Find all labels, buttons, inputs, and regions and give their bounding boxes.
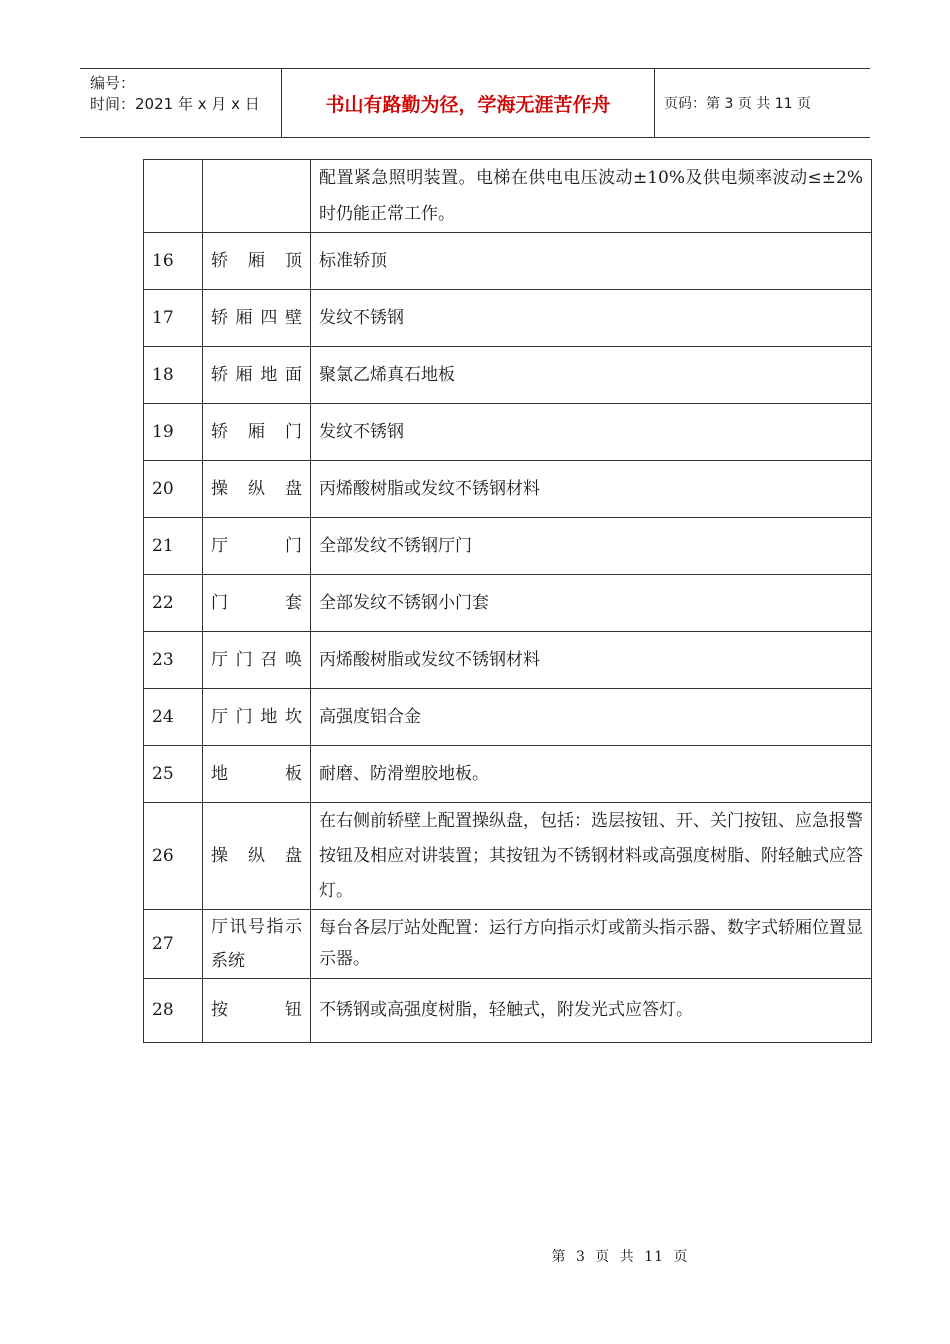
table-row [144, 979, 872, 1043]
row-number: 20 [144, 461, 203, 518]
row-item-name: 操纵盘 [203, 461, 311, 518]
row-number: 27 [144, 910, 203, 979]
row-number: 21 [144, 518, 203, 575]
row-item-name: 厅门地坎 [203, 689, 311, 746]
row-item-name: 按钮 [203, 979, 311, 1043]
row-item-name: 轿厢四壁 [203, 290, 311, 347]
row-number: 26 [144, 803, 203, 910]
table-row [144, 746, 872, 803]
table-row [144, 233, 872, 290]
header-meta [80, 69, 282, 137]
table-row [144, 632, 872, 689]
row-description: 发纹不锈钢 [311, 404, 872, 461]
row-description: 在右侧前轿壁上配置操纵盘，包括：选层按钮、开、关门按钮、应急报警按钮及相应对讲装置；其按钮为不锈钢材料或高强度树脂、附轻触式应答灯。 [311, 803, 872, 910]
row-description: 不锈钢或高强度树脂，轻触式，附发光式应答灯。 [311, 979, 872, 1043]
row-number: 23 [144, 632, 203, 689]
row-item-name: 轿厢地面 [203, 347, 311, 404]
row-description: 配置紧急照明装置。电梯在供电电压波动±10%及供电频率波动≤±2%时仍能正常工作。 [311, 160, 872, 233]
row-item-name: 厅讯号指示系统 [203, 910, 311, 979]
row-number: 19 [144, 404, 203, 461]
code-label: 编号： [90, 74, 136, 92]
page-footer: 第 3 页 共 11 页 [551, 1249, 689, 1265]
row-item-name: 操纵盘 [203, 803, 311, 910]
table-row [144, 461, 872, 518]
table-row [144, 160, 872, 233]
row-number: 25 [144, 746, 203, 803]
row-description: 高强度铝合金 [311, 689, 872, 746]
header-motto: 书山有路勤为径，学海无涯苦作舟 [282, 69, 655, 137]
table-row [144, 347, 872, 404]
table-row [144, 803, 872, 910]
row-item-name: 轿厢门 [203, 404, 311, 461]
table-row [144, 518, 872, 575]
row-item-name: 地板 [203, 746, 311, 803]
row-description: 每台各层厅站处配置：运行方向指示灯或箭头指示器、数字式轿厢位置显示器。 [311, 910, 872, 979]
page-header [80, 68, 870, 138]
table-row [144, 910, 872, 979]
row-number: 18 [144, 347, 203, 404]
row-description: 发纹不锈钢 [311, 290, 872, 347]
row-item-name [203, 160, 311, 233]
row-item-name: 厅门 [203, 518, 311, 575]
table-row [144, 689, 872, 746]
time-label: 时间：2021 年 x 月 x 日 [90, 95, 260, 113]
table-row [144, 575, 872, 632]
row-item-name: 厅门召唤 [203, 632, 311, 689]
row-number: 22 [144, 575, 203, 632]
row-number: 16 [144, 233, 203, 290]
row-description: 聚氯乙烯真石地板 [311, 347, 872, 404]
row-number: 24 [144, 689, 203, 746]
row-number: 17 [144, 290, 203, 347]
table-row [144, 404, 872, 461]
row-description: 丙烯酸树脂或发纹不锈钢材料 [311, 461, 872, 518]
header-page-info: 页码：第 3 页 共 11 页 [664, 96, 811, 112]
row-number [144, 160, 203, 233]
row-description: 耐磨、防滑塑胶地板。 [311, 746, 872, 803]
row-description: 丙烯酸树脂或发纹不锈钢材料 [311, 632, 872, 689]
row-description: 全部发纹不锈钢厅门 [311, 518, 872, 575]
table-row [144, 290, 872, 347]
row-item-name: 轿厢顶 [203, 233, 311, 290]
row-description: 标准轿顶 [311, 233, 872, 290]
spec-table [143, 159, 872, 1043]
row-item-name: 门套 [203, 575, 311, 632]
row-number: 28 [144, 979, 203, 1043]
row-description: 全部发纹不锈钢小门套 [311, 575, 872, 632]
